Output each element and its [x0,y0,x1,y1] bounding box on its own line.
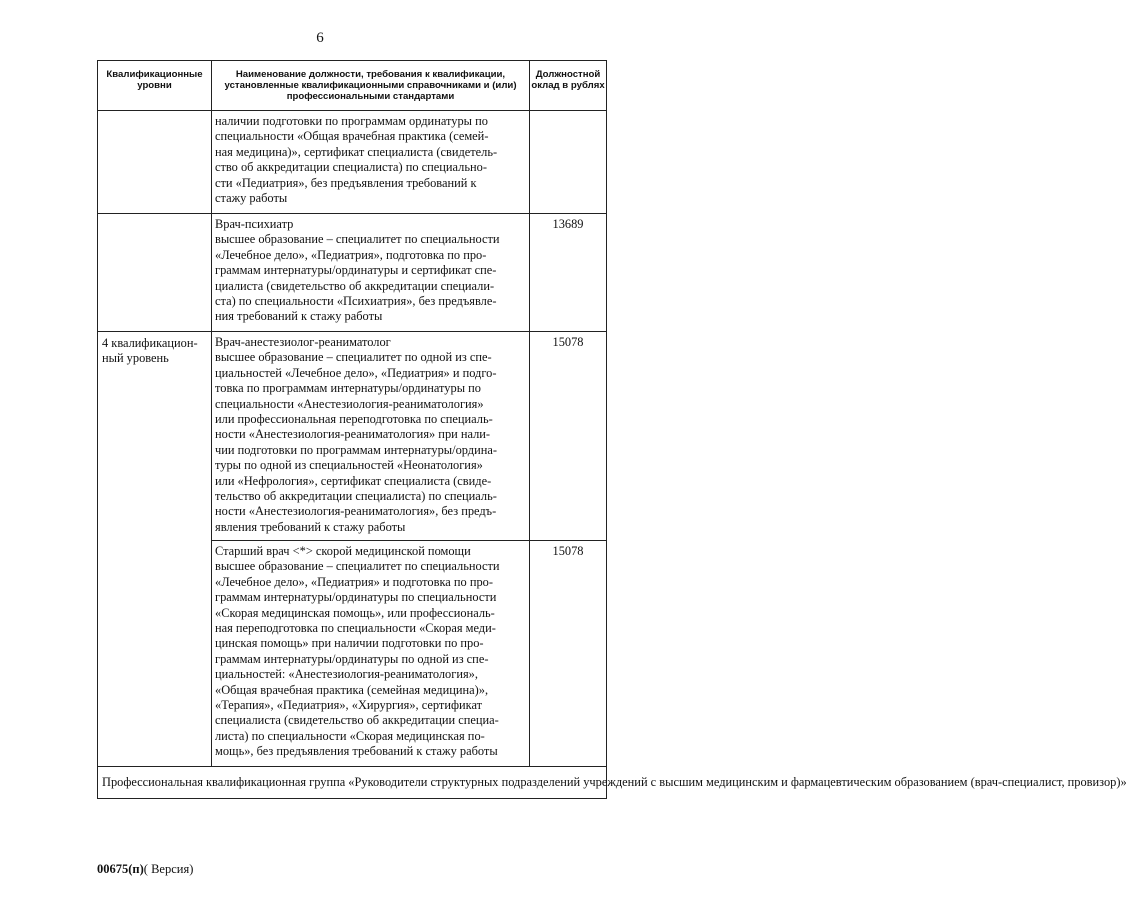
document-code: 00675(п) [97,862,144,876]
header-salary: Должностной оклад в рублях [530,61,607,111]
description-line: граммам интернатуры/ординатуры по специальности [215,590,497,605]
position-description-cell [212,214,530,332]
description-line: граммам интернатуры/ординатуры и сертификат спе- [215,263,497,278]
description-line: ста) по специальности «Психиатрия», без предъявле- [215,294,497,309]
salary-cell: 13689 [530,214,607,332]
description-line: циалиста (свидетельство об аккредитации специали- [215,278,495,293]
description-line: циальностей: «Анестезиология-реаниматология», [215,667,478,682]
description-line: ности «Анестезиология-реаниматология», без предъ- [215,504,497,519]
level-cell [98,214,212,332]
description-line: листа) по специальности «Скорая медицинская по- [215,728,485,743]
level-cell [98,111,212,214]
description-line: стажу работы [215,191,288,206]
description-line: ная медицина)», сертификат специалиста (свидетель- [215,144,498,159]
description-line: мощь», без предъявления требований к стажу работы [215,744,498,759]
salary-cell [530,111,607,214]
level-label-line: 4 квалификацион- [102,336,198,350]
description-line: специальности «Общая врачебная практика (семей- [215,129,489,144]
description-line: граммам интернатуры/ординатуры по одной из спе- [215,651,489,666]
description-line: товка по программам интернатуры/ординатуры по [215,381,481,396]
description-line: ния требований к стажу работы [215,309,383,324]
description-line: Врач-анестезиолог-реаниматолог [215,335,391,349]
position-description-cell [212,332,530,541]
description-line: ности «Анестезиология-реаниматология» при нали- [215,427,491,442]
description-line: ство об аккредитации специалиста) по специально- [215,160,487,175]
description-line: сти «Педиатрия», без предъявления требований к [215,175,477,190]
description-line: высшее образование – специалитет по специальности [215,559,500,574]
document-footer [97,862,193,877]
position-description-cell [212,111,530,214]
description-line: наличии подготовки по программам ординатуры по [215,114,488,128]
description-line: цинская помощь» при наличии подготовки по про- [215,636,484,651]
qualification-table [97,60,1127,799]
table-row [98,111,607,214]
group-title-text: Профессиональная квалификационная группа «Руководители структурных подразделений учреждений с высшим медицинским и фармацевтическим образованием (врач-специалист, провизор)» [102,775,1127,789]
description-line: циальностей «Лечебное дело», «Педиатрия» и подго- [215,365,497,380]
table-row [98,214,607,332]
salary-cell: 15078 [530,332,607,541]
description-line: или профессиональная переподготовка по специаль- [215,412,493,427]
header-position: Наименование должности, требования к квалификации, установленные квалификационными справочниками и (или) профессиональными стандартами [212,61,530,111]
description-line: специальности «Анестезиология-реаниматология» [215,396,484,411]
level-label-line: ный уровень [102,351,169,366]
description-line: Врач-психиатр [215,217,294,231]
description-line: ная переподготовка по специальности «Скорая меди- [215,621,496,636]
group-row [98,767,607,799]
description-line: или «Нефрология», сертификат специалиста (свиде- [215,473,492,488]
table-header-row [98,61,607,111]
document-version: ( Версия) [143,862,194,876]
description-line: чии подготовки по программам интернатуры/ордина- [215,442,497,457]
description-line: явления требований к стажу работы [215,519,406,534]
level-cell [98,332,212,767]
description-line: туры по одной из специальностей «Неонатология» [215,458,483,473]
description-line: высшее образование – специалитет по специальности [215,232,500,247]
description-line: «Лечебное дело», «Педиатрия» и подготовка по про- [215,574,493,589]
description-line: высшее образование – специалитет по одной из спе- [215,350,492,365]
description-line: специалиста (свидетельство об аккредитации специа- [215,713,499,728]
description-line: Старший врач <*> скорой медицинской помощи [215,544,471,558]
description-line: «Общая врачебная практика (семейная медицина)», [215,682,489,697]
description-line: «Скорая медицинская помощь», или профессиональ- [215,605,495,620]
page-number: 6 [316,30,324,46]
description-line: тельство об аккредитации специалиста) по специаль- [215,489,497,504]
salary-cell: 15078 [530,541,607,767]
description-line: «Терапия», «Педиатрия», «Хирургия», сертификат [215,698,483,713]
header-level: Квалификационные уровни [98,61,212,111]
qualification-group-title [98,767,1127,799]
table-row [98,332,607,541]
description-line: «Лечебное дело», «Педиатрия», подготовка по про- [215,247,487,262]
position-description-cell [212,541,530,767]
